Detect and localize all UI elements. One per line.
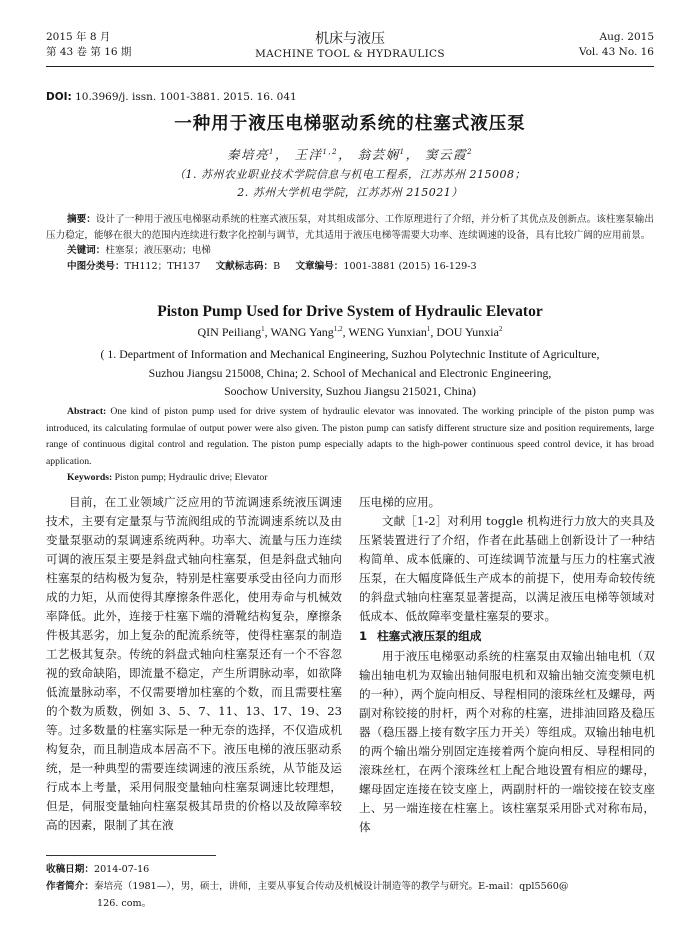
author-cn: 翁芸娴	[357, 147, 400, 162]
affiliations-cn	[46, 166, 654, 202]
section-number: 1	[359, 629, 368, 643]
header-right	[579, 30, 654, 60]
author-sup: 1,2	[333, 325, 343, 333]
affiliation-cn-line: （1. 苏州农业职业技术学院信息与机电工程系，江苏苏州 215008；	[174, 168, 526, 181]
author-sup: 1,2	[322, 147, 339, 156]
running-header	[46, 8, 654, 60]
clc-label: 中图分类号：	[67, 260, 125, 272]
abstract-cn-block	[46, 212, 654, 274]
received-line	[46, 861, 654, 878]
body-paragraph: 目前，在工业领域广泛应用的节流调速系统液压调速技术，主要有定量泵与节流阀组成的节流调速系统以及由变量泵驱动的泵调速系统两种。功率大、流量与压力连续可调的液压泵主要是斜盘式轴向柱塞泵，但是斜盘式轴向柱塞泵的结构极为复杂，特别是柱塞要承受由径向力而形成的力矩，从而使得其摩擦条件恶化，使用寿命与机械效率降低。此外，连接于柱塞下端的滑靴结构复杂，摩擦条件极其恶劣，加上复杂的配流系统等，使得柱塞泵的制造工艺极其复杂。传统的斜盘式轴向柱塞泵还有一个不容忽视的致命缺陷，即流量不稳定，产生所谓脉动率，如欲降低流量脉动率，不仅需要增加柱塞的个数，而且需要柱塞的个数为质数，例如 3、5、7、11、13、17、19、23 等。过多数量的柱塞实际是一种无奈的选择，不仅造成机构复杂，而且制造成本居高不下。液压电梯的液压驱动系统，是一种典型的需要连续调速的液压系统，从节能及运行成本上考量，采用伺服变量轴向柱塞泵调速比较理想，但是，伺服变量轴向柱塞泵极其昂贵的价格以及故障率较高的因素，限制了其在液	[46, 495, 342, 832]
affiliations-en	[46, 345, 654, 401]
author-en: WENG Yunxian	[348, 325, 427, 339]
abstract-cn-label: 摘要：	[67, 214, 96, 225]
body-column-right	[359, 493, 655, 837]
affiliation-en-line: Suzhou Jiangsu 215008, China; 2. School of Mechanical and Electronic Engineering,	[148, 365, 552, 380]
author-sup: 1	[426, 325, 431, 333]
abstract-en-text: One kind of piston pump used for drive system of hydraulic elevator was innovated. The working principle of the piston pump was introduced, its calculating formulae of output power were also given. The piston pump can satisfy different structure size and position requirements, large range of continuous digital control and regulation. The piston pump especially adapts to the high-power continuous speed control device, it has broad application.	[46, 406, 654, 467]
doc-code-label: 文献标志码：	[215, 260, 274, 272]
title-cn: 一种用于液压电梯驱动系统的柱塞式液压泵	[174, 114, 526, 134]
author-bio-cont: 126. com。	[97, 898, 152, 909]
footnote	[46, 861, 654, 912]
author-sup: 1	[399, 147, 406, 156]
author-cn: 窦云霞	[425, 147, 468, 162]
authors-en: QIN Peiliang$^1$, WANG Yang$^{1,2}$, WENG Yunxian$^1$, DOU Yunxia$^2$	[197, 325, 503, 339]
author-sup: 2	[467, 147, 474, 156]
body-paragraph: 压电梯的应用。	[359, 495, 441, 509]
author-bio-line	[46, 878, 654, 895]
author-bio-label: 作者简介：	[46, 881, 94, 892]
authors-cn: 秦培亮$^1$， 王洋$^{1,2}$， 翁芸娴$^1$， 窦云霞$^2$	[226, 147, 474, 162]
author-en: QIN Peiliang	[197, 325, 262, 339]
clc-value: TH112；TH137	[124, 260, 201, 272]
doc-code-value: B	[273, 260, 281, 272]
article-no-label: 文章编号：	[295, 260, 344, 272]
section-heading	[359, 627, 655, 646]
abstract-en	[46, 404, 654, 470]
header-volume-issue: 第 43 卷 第 16 期	[46, 46, 132, 58]
abstract-en-label: Abstract:	[67, 406, 107, 417]
header-vol-en: Vol. 43 No. 16	[578, 46, 654, 58]
keywords-en-label: Keywords:	[67, 472, 113, 483]
header-rule	[46, 66, 654, 67]
keywords-cn-label: 关键词：	[67, 245, 106, 256]
doi-label: DOI:	[46, 91, 72, 103]
author-cn: 王洋	[294, 147, 323, 162]
abstract-cn-text: 设计了一种用于液压电梯驱动系统的柱塞式液压泵，对其组成部分、工作原理进行了介绍，并分析了其优点及创新点。该柱塞泵输出压力稳定，能够在很大的范围内连续进行数字化控制与调节，尤其适用于液压电梯等需要大功率、连续调速的设备，具有比较广阔的应用前景。	[46, 214, 655, 241]
doi-value: 10.3969/j. issn. 1001-3881. 2015. 16. 041	[71, 91, 297, 103]
keywords-cn-text: 柱塞泵；液压驱动；电梯	[105, 245, 211, 256]
body-column-left	[46, 493, 342, 835]
article-no-value: 1001-3881 (2015) 16-129-3	[343, 260, 477, 272]
received-label: 收稿日期：	[46, 864, 94, 875]
title-en: Piston Pump Used for Drive System of Hydraulic Elevator	[157, 303, 543, 320]
header-date-en: Aug. 2015	[599, 31, 654, 43]
body-paragraph: 文献［1-2］对利用 toggle 机构进行力放大的夹具及压紧装置进行了介绍，作者在此基础上创新设计了一种结构简单、成本低廉的、可连续调节流量与压力的柱塞式液压泵，在大幅度降低生产成本的前提下，使用寿命较传统的斜盘式轴向柱塞泵显著提高，以满足液压电梯等领域对低成本、低故障率变量柱塞泵的要求。	[359, 514, 655, 623]
section-title: 柱塞式液压泵的组成	[377, 629, 482, 643]
keywords-en	[46, 470, 654, 487]
affiliation-cn-line: 2. 苏州大学机电学院，江苏苏州 215021）	[237, 186, 463, 199]
footnote-rule	[46, 855, 216, 856]
keywords-en-text: Piston pump; Hydraulic drive; Elevator	[112, 472, 268, 483]
header-center	[46, 31, 654, 62]
author-en: DOU Yunxia	[436, 325, 499, 339]
keywords-cn	[46, 243, 654, 259]
affiliation-en-line: Soochow University, Suzhou Jiangsu 215021, China)	[224, 384, 476, 398]
author-en: WANG Yang	[270, 325, 334, 339]
abstract-en-block	[46, 404, 654, 487]
author-sup: 1	[261, 325, 265, 333]
author-sup: 1	[268, 147, 275, 156]
body-paragraph: 用于液压电梯驱动系统的柱塞泵由双输出轴电机（双输出轴电机为双输出轴伺服电机和双输出轴交流变频电机的一种），两个旋向相反、导程相同的滚珠丝杠及螺母，两副对称铰接的肘杆，两个对称的柱塞，进排油回路及稳压器（稳压器上接有数字压力开关）等组成。双输出轴电机的两个输出端分别固定连接着两个旋向相反、导程相同的滚珠丝杠，在两个滚珠丝杠上配合地设置有相应的螺母，螺母固定连接在铰支座上，两副肘杆的一端铰接在铰支座上、另一端连接在柱塞上。该柱塞泵采用卧式对称布局，体	[359, 649, 655, 834]
abstract-cn	[46, 212, 654, 243]
author-cn: 秦培亮	[226, 147, 269, 162]
affiliation-en-line: ( 1. Department of Information and Mechanical Engineering, Suzhou Polytechnic Institute of Agriculture,	[100, 347, 600, 361]
doi-line	[46, 91, 297, 103]
journal-name-en: MACHINE TOOL & HYDRAULICS	[255, 48, 445, 60]
classification-line	[46, 259, 654, 275]
journal-name-cn: 机床与液压	[315, 31, 385, 47]
author-sup: 2	[498, 325, 503, 333]
author-bio: 秦培亮（1981—），男，硕士，讲师，主要从事复合传动及机械设计制造等的教学与研究。E-mail：qpl5560@	[93, 881, 569, 892]
received-date: 2014-07-16	[93, 864, 150, 875]
header-year-month: 2015 年 8 月	[46, 31, 111, 43]
